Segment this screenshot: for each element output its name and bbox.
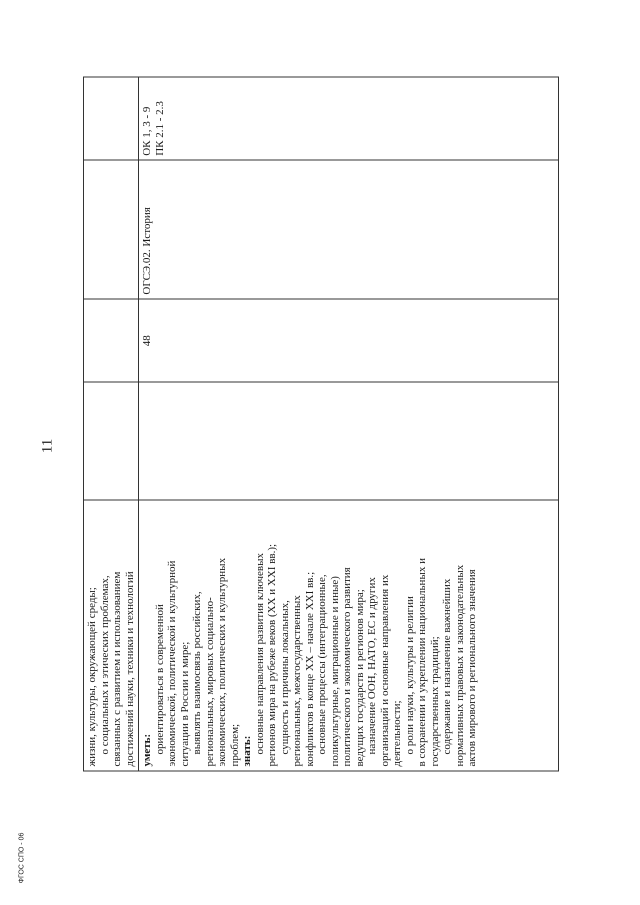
discipline-name: ОГСЭ.02. История — [141, 207, 153, 295]
table-row-continuation — [84, 77, 139, 771]
cell-hours — [139, 299, 559, 382]
requirements-text-line: экономической, политической и культурной — [166, 560, 178, 767]
requirements-text-line: политического и экономического развития — [341, 567, 353, 767]
curriculum-table — [83, 77, 559, 772]
cell-requirements — [139, 500, 559, 771]
requirements-text-line: нормативных правовых и законодательных — [453, 564, 466, 767]
requirements-text-line: актов мирового и регионального значения — [466, 569, 478, 767]
requirements-text-line: ориентироваться в современной — [153, 604, 166, 755]
cell-empty-top-4 — [84, 77, 139, 160]
requirements-text-line: знать: — [241, 735, 253, 767]
continued-text-line: о социальных и этических проблемах, — [98, 575, 111, 755]
cell-competencies — [139, 77, 559, 160]
competency-general: ОК 1, 3 - 9 — [141, 106, 153, 156]
cell-empty-top-2 — [84, 299, 139, 382]
competency-professional: ПК 2.1 - 2.3 — [153, 101, 166, 156]
cell-empty — [139, 382, 559, 500]
page-number: 11 — [39, 438, 56, 454]
cell-discipline — [139, 160, 559, 299]
continued-text-line: достижений науки, техники и технологий — [123, 571, 136, 767]
continued-text-line: жизни, культуры, окружающей среды; — [86, 587, 98, 767]
requirements-text-line: назначение ООН, НАТО, ЕС и других — [366, 577, 378, 755]
table-row-history — [139, 77, 559, 771]
requirements-text-line: ведущих государств и регионов мира; — [353, 589, 366, 767]
cell-empty-top-1 — [84, 382, 139, 500]
cell-empty-top-3 — [84, 160, 139, 299]
curriculum-table-wrapper — [83, 77, 559, 772]
requirements-text-line: организаций и основные направления их — [378, 574, 391, 767]
requirements-text-line: государственных традиций; — [428, 636, 441, 767]
requirements-text-line: сущность и причины локальных, — [278, 600, 291, 755]
footer-code: ФГОС СПО - 06 — [18, 832, 26, 884]
requirements-text-line: основные направления развития ключевых — [253, 553, 266, 755]
continued-requirements-text — [86, 505, 136, 767]
continued-text-line: связанных с развитием и использованием — [111, 571, 123, 767]
requirements-text-line: экономических, политических и культурных — [216, 557, 228, 767]
cell-continued-requirements — [84, 500, 139, 771]
hours-value: 48 — [141, 335, 153, 347]
requirements-text-line: основные процессы (интеграционные, — [316, 574, 328, 755]
requirements-text-line: конфликтов в конце XX – начале XXI вв.; — [303, 571, 316, 767]
requirements-text-line: регионов мира на рубеже веков (XX и XXI вв.); — [266, 543, 278, 767]
requirements-text-line: ситуации в России и мире; — [178, 641, 191, 767]
requirements-text-line: поликультурные, миграционные и иные) — [328, 576, 341, 767]
requirements-text-line: деятельности; — [391, 700, 403, 767]
requirements-text-line: содержание и назначение важнейших — [441, 578, 453, 755]
requirements-text-line: о роли науки, культуры и религии — [403, 596, 416, 755]
requirements-text-line: проблем; — [228, 723, 241, 767]
requirements-text-line: выявлять взаимосвязь российских, — [191, 591, 203, 755]
requirements-text-line: региональных, мировых социально- — [203, 597, 216, 767]
requirements-text — [141, 505, 479, 767]
requirements-text-line: в сохранении и укреплении национальных и — [416, 558, 428, 767]
requirements-text-line: уметь: — [141, 733, 153, 767]
requirements-text-line: региональных, межгосударственных — [291, 595, 303, 767]
